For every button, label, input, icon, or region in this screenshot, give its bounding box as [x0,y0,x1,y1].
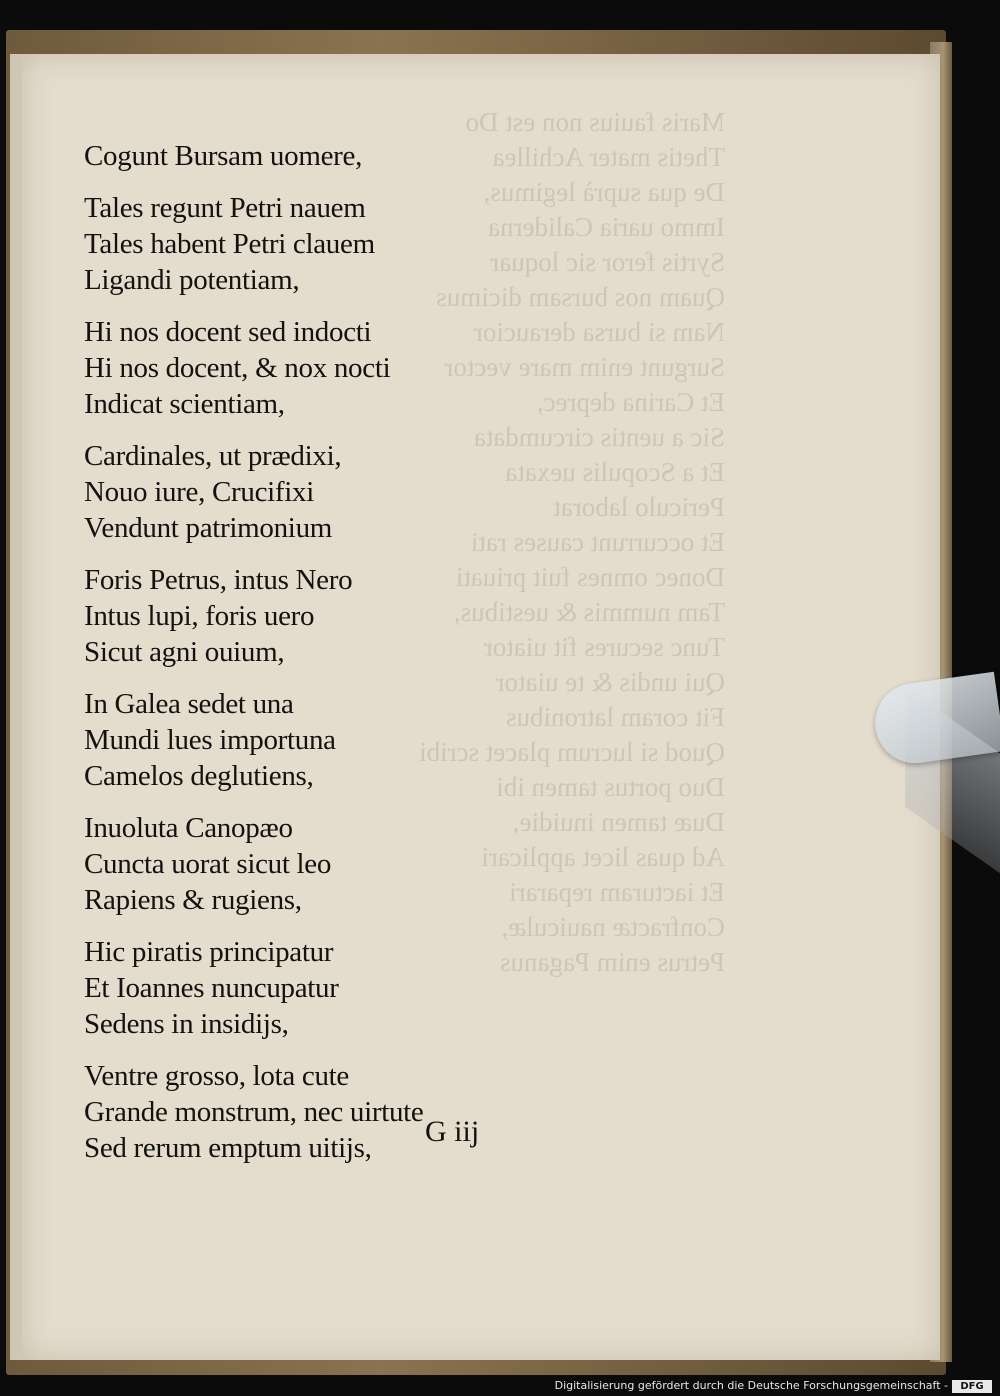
bleed-line: Sic a uentis circumdata [473,422,725,452]
verse-line: In Galea sedet una [84,688,294,720]
stanza [84,810,484,918]
bleed-line: Fit coram latronibus [506,702,725,732]
verse-line: Hi nos docent sed indocti [84,316,372,348]
verse-line: Cardinales, ut prædixi, [84,440,342,472]
verse-line: Mundi lues importuna [84,724,336,756]
bleed-line: Et a Scopulis uexata [505,457,725,487]
verse-line: Inuoluta Canopæo [84,812,293,844]
bleed-line: Syrtis feror sic loquar [490,247,725,277]
bleed-line: Ad quas licet applicari [481,842,725,872]
verse-line: Sedens in insidijs, [84,1008,289,1040]
stanza [84,686,484,794]
verse-line: Et Ioannes nuncupatur [84,972,339,1004]
verse-line: Ligandi potentiam, [84,264,300,296]
bleed-line: Surgunt enim mare vector [444,352,725,382]
stanza [84,1058,484,1166]
verse-line: Rapiens & rugiens, [84,884,302,916]
verse-line: Hic piratis principatur [84,936,334,968]
bleed-line: Maris fauius non est Do [465,107,725,137]
verse-line: Ventre grosso, lota cute [84,1060,350,1092]
signature-mark: G iij [425,1115,480,1148]
bleed-line: Et Carina deprec, [536,387,725,417]
bleed-line: Nam si bursa deraucior [473,317,725,347]
poem-text [84,138,484,1182]
bleed-line: Duo portus tamen ibi [496,772,725,802]
bleed-line: Quod si lucrum placet scribi [419,737,725,767]
bleed-line: Periculo laborat [553,492,725,522]
digitization-credit: Digitalisierung gefördert durch die Deutsche Forschungsgemeinschaft - [554,1379,948,1392]
verse-line: Tales habent Petri clauem [84,228,375,260]
verse-line: Cogunt Bursam uomere, [84,140,363,172]
verse-line: Indicat scientiam, [84,388,285,420]
bleed-line: Et iacturam reparari [509,877,725,907]
bleed-line: Petrus enim Paganus [500,947,725,977]
bleed-line: Tunc secures fit uiator [483,632,725,662]
bleed-line: Et occurrunt causes rati [470,527,725,557]
stanza [84,190,484,298]
verse-line: Grande monstrum, nec uirtute [84,1096,424,1128]
bleed-line: Thetis mater Achillea [492,142,725,172]
bleed-line: Confractæ nauiculæ, [501,912,725,942]
bleed-line: Donec omnes fuit priuati [455,562,725,592]
bleed-line: De qua suprà legimus, [483,177,725,207]
verse-line: Cuncta uorat sicut leo [84,848,332,880]
stanza [84,562,484,670]
dfg-logo: DFG [952,1380,992,1393]
bleed-line: Quam nos bursam dicimus [436,282,725,312]
bleed-line: Duæ tamen inuidie, [512,807,725,837]
verse-line: Intus lupi, foris uero [84,600,315,632]
bleed-line: Immo uaria Caliderna [488,212,725,242]
stanza [84,934,484,1042]
stanza [84,438,484,546]
verse-line: Hi nos docent, & nox nocti [84,352,391,384]
stanza [84,314,484,422]
bleed-line: Qui undis & te uiator [495,667,725,697]
verse-line: Camelos deglutiens, [84,760,314,792]
verse-line: Tales regunt Petri nauem [84,192,366,224]
verse-line: Foris Petrus, intus Nero [84,564,353,596]
verse-line: Vendunt patrimonium [84,512,333,544]
bleed-line: Tam nummis & uestibus, [453,597,725,627]
verse-line: Sicut agni ouium, [84,636,285,668]
stanza [84,138,484,174]
verse-line: Sed rerum emptum uitijs, [84,1132,372,1164]
verse-line: Nouo iure, Crucifixi [84,476,314,508]
